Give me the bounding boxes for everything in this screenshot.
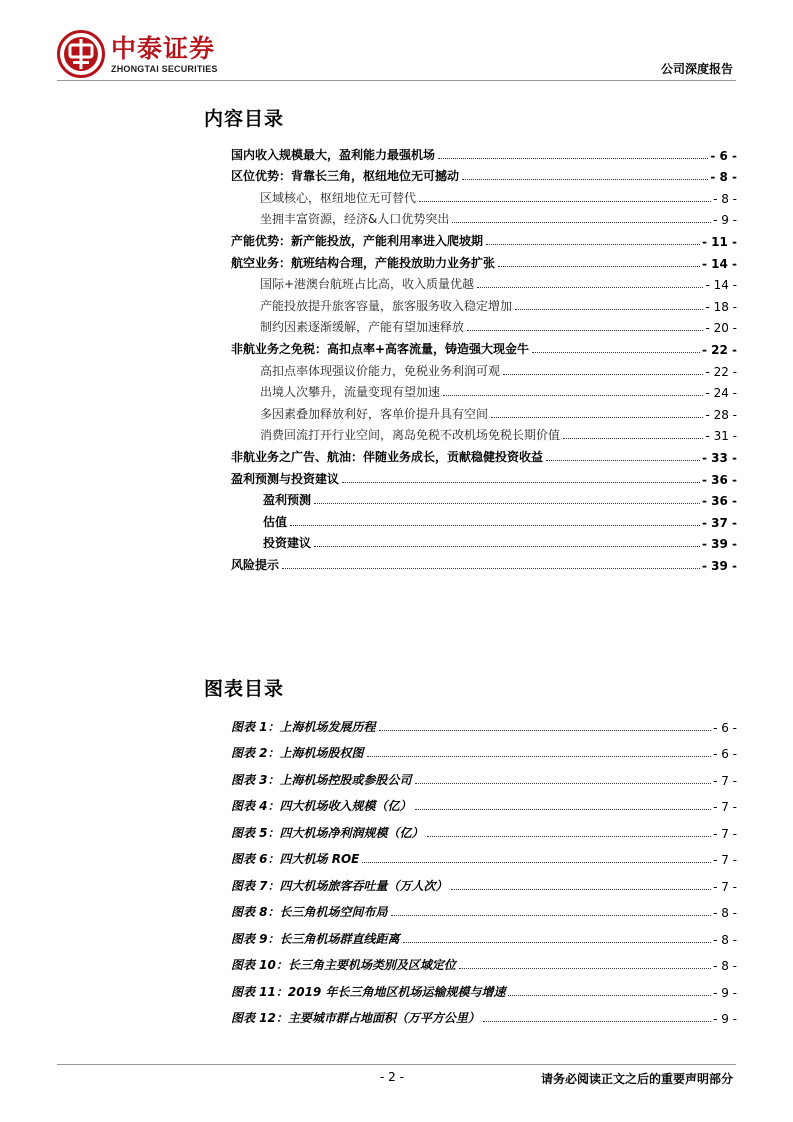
toc-entry[interactable] — [231, 184, 737, 206]
figure-entry-page: - 6 - — [713, 720, 737, 735]
toc-entry-title: 非航业务之广告、航油：伴随业务成长，贡献稳健投资收益 — [231, 449, 544, 464]
toc-entry-page: - 6 - — [710, 148, 737, 163]
dot-leader — [415, 809, 712, 810]
toc-entry[interactable] — [231, 551, 737, 573]
figure-entry[interactable] — [231, 947, 737, 974]
figure-entry-title: 图表 4：四大机场收入规模（亿） — [231, 799, 412, 813]
toc-entry-title: 产能优势：新产能投放，产能利用率进入爬坡期 — [231, 233, 484, 248]
dot-leader — [403, 942, 712, 943]
toc-entry[interactable] — [231, 400, 737, 422]
dot-leader — [515, 309, 703, 310]
toc-entry-page: - 31 - — [705, 429, 737, 444]
figure-entry-page: - 9 - — [713, 1012, 737, 1026]
dot-leader — [314, 546, 700, 547]
figure-entry-title: 图表 5：四大机场净利润规模（亿） — [231, 825, 424, 840]
dot-leader — [563, 438, 703, 439]
dot-leader — [491, 417, 703, 418]
toc-entry-title: 风险提示 — [231, 557, 280, 572]
dot-leader — [391, 915, 712, 916]
dot-leader — [367, 756, 712, 757]
toc-entry-page: - 11 - — [701, 234, 737, 249]
dot-leader — [379, 730, 712, 731]
dot-leader — [459, 968, 711, 969]
toc-entry[interactable] — [231, 530, 737, 552]
toc-entry-page: - 14 - — [701, 256, 737, 271]
toc-entry-page: - 14 - — [705, 278, 737, 293]
zhongtai-logo-icon — [57, 30, 105, 78]
figure-entry-page: - 6 - — [713, 747, 737, 761]
toc-entry-title: 高扣点率体现强议价能力，免税业务利润可观 — [260, 363, 501, 378]
toc-entry-page: - 33 - — [701, 450, 737, 465]
toc-title: 内容目录 — [204, 108, 285, 130]
figure-entry-title: 图表 2：上海机场股权图 — [231, 746, 364, 760]
toc-entry[interactable] — [231, 271, 737, 293]
dot-leader — [486, 244, 700, 245]
toc-entry-title: 产能投放提升旅客容量，旅客服务收入稳定增加 — [260, 298, 513, 313]
header-divider — [57, 80, 736, 81]
figure-entry-page: - 7 - — [713, 773, 737, 788]
figure-entry-page: - 8 - — [713, 932, 737, 947]
toc-entry-title: 投资建议 — [263, 536, 312, 551]
toc-entry-page: - 24 - — [705, 386, 737, 401]
footer-divider — [57, 1064, 736, 1065]
figure-entry[interactable] — [231, 788, 737, 815]
figure-entry-page: - 8 - — [713, 959, 737, 973]
figure-entry[interactable] — [231, 920, 737, 947]
figure-entry-title: 图表 3：上海机场控股或参股公司 — [231, 772, 412, 787]
toc-entry-title: 盈利预测与投资建议 — [231, 471, 340, 486]
toc-entry-title: 国际+港澳台航班占比高，收入质量优越 — [260, 277, 475, 292]
dot-leader — [282, 568, 700, 569]
dot-leader — [498, 266, 700, 267]
dot-leader — [546, 460, 700, 461]
dot-leader — [342, 482, 700, 483]
toc-entry-page: - 36 - — [701, 472, 737, 487]
dot-leader — [415, 783, 712, 784]
figure-entry-page: - 8 - — [713, 906, 737, 920]
toc-entry-page: - 28 - — [705, 407, 737, 422]
dot-leader — [290, 525, 700, 526]
dot-leader — [483, 1021, 711, 1022]
figure-entry[interactable] — [231, 841, 737, 868]
logo-english-name: ZHONGTAI SECURITIES — [111, 63, 218, 74]
toc-entry-page: - 22 - — [705, 364, 737, 379]
figure-entry-title: 图表 7：四大机场旅客吞吐量（万人次） — [231, 878, 448, 893]
toc-entry-page: - 22 - — [701, 342, 737, 357]
dot-leader — [451, 889, 712, 890]
figure-entry[interactable] — [231, 1000, 737, 1027]
toc-entry-title: 非航业务之免税：高扣点率+高客流量，铸造强大现金牛 — [231, 341, 530, 356]
dot-leader — [314, 503, 700, 504]
figure-entry-page: - 7 - — [713, 879, 737, 894]
dot-leader — [362, 862, 711, 863]
toc-entry[interactable] — [231, 335, 737, 357]
toc-entry[interactable] — [231, 443, 737, 465]
toc-entry-title: 估值 — [263, 514, 288, 529]
figure-entry[interactable] — [231, 761, 737, 788]
dot-leader — [532, 352, 700, 353]
toc-entry[interactable] — [231, 163, 737, 185]
toc-entry[interactable] — [231, 508, 737, 530]
figure-entry-title: 图表 6：四大机场 ROE — [231, 852, 360, 866]
figure-entry-page: - 9 - — [713, 985, 737, 1000]
toc-entry[interactable] — [231, 422, 737, 444]
page-number: - 2 - — [380, 1070, 404, 1084]
figure-entry[interactable] — [231, 735, 737, 762]
figure-entry-page: - 7 - — [713, 853, 737, 867]
figure-entry-page: - 7 - — [713, 826, 737, 841]
toc-entry-title: 坐拥丰富资源，经济&人口优势突出 — [260, 212, 450, 227]
toc-entry[interactable] — [231, 357, 737, 379]
figure-entry-title: 图表 1：上海机场发展历程 — [231, 719, 376, 734]
dot-leader — [452, 222, 711, 223]
dot-leader — [462, 179, 708, 180]
dot-leader — [508, 995, 711, 996]
toc-entry-title: 国内收入规模最大，盈利能力最强机场 — [231, 147, 436, 162]
toc-entry-page: - 20 - — [705, 321, 737, 336]
toc-entry[interactable] — [231, 227, 737, 249]
figure-entry-title: 图表 8：长三角机场空间布局 — [231, 905, 388, 919]
figure-entry[interactable] — [231, 814, 737, 841]
toc-entry-title: 区域核心，枢纽地位无可替代 — [260, 190, 417, 205]
figure-entry-title: 图表 9：长三角机场群直线距离 — [231, 931, 400, 946]
list-of-figures — [231, 708, 737, 1026]
lof-title: 图表目录 — [204, 678, 285, 700]
toc-entry[interactable] — [231, 314, 737, 336]
toc-entry-title: 制约因素逐渐缓解，产能有望加速释放 — [260, 320, 465, 335]
toc-entry-page: - 9 - — [713, 213, 737, 228]
figure-entry-title: 图表 10：长三角主要机场类别及区域定位 — [231, 958, 456, 972]
toc-entry[interactable] — [231, 206, 737, 228]
toc-entry-page: - 8 - — [713, 191, 737, 206]
toc-entry[interactable] — [231, 487, 737, 509]
disclaimer-text: 请务必阅读正文之后的重要声明部分 — [540, 1072, 733, 1086]
toc-entry-page: - 39 - — [701, 537, 737, 552]
toc-entry-page: - 39 - — [701, 558, 737, 573]
figure-entry[interactable] — [231, 894, 737, 921]
dot-leader — [419, 201, 711, 202]
toc-entry-page: - 37 - — [701, 515, 737, 530]
toc-entry-title: 盈利预测 — [263, 493, 312, 508]
toc-entry[interactable] — [231, 379, 737, 401]
toc-entry[interactable] — [231, 465, 737, 487]
figure-entry[interactable] — [231, 973, 737, 1000]
dot-leader — [438, 158, 708, 159]
logo-chinese-name: 中泰证券 — [111, 33, 216, 63]
dot-leader — [467, 330, 703, 331]
toc-entry-title: 航空业务：航班结构合理，产能投放助力业务扩张 — [231, 255, 496, 270]
dot-leader — [477, 287, 703, 288]
report-type-label: 公司深度报告 — [660, 62, 733, 76]
figure-entry-page: - 7 - — [713, 800, 737, 814]
dot-leader — [503, 374, 703, 375]
toc-entry-title: 多因素叠加释放利好，客单价提升具有空间 — [260, 406, 489, 421]
toc-entry-title: 消费回流打开行业空间，离岛免税不改机场免税长期价值 — [260, 428, 561, 443]
toc-entry-page: - 18 - — [705, 299, 737, 314]
figure-entry[interactable] — [231, 708, 737, 735]
figure-entry-title: 图表 12：主要城市群占地面积（万平方公里） — [231, 1011, 480, 1025]
toc-entry[interactable] — [231, 292, 737, 314]
toc-entry-title: 区位优势：背靠长三角，枢纽地位无可撼动 — [231, 169, 460, 184]
toc-entry[interactable] — [231, 249, 737, 271]
toc-entry-page: - 8 - — [710, 170, 737, 185]
toc-entry[interactable] — [231, 141, 737, 163]
dot-leader — [427, 836, 712, 837]
dot-leader — [443, 395, 703, 396]
toc-entry-title: 出境人次攀升，流量变现有望加速 — [260, 385, 441, 400]
toc-entry-page: - 36 - — [701, 494, 737, 509]
table-of-contents — [231, 141, 737, 573]
figure-entry-title: 图表 11：2019 年长三角地区机场运输规模与增速 — [231, 984, 506, 999]
figure-entry[interactable] — [231, 867, 737, 894]
company-logo — [57, 30, 218, 78]
